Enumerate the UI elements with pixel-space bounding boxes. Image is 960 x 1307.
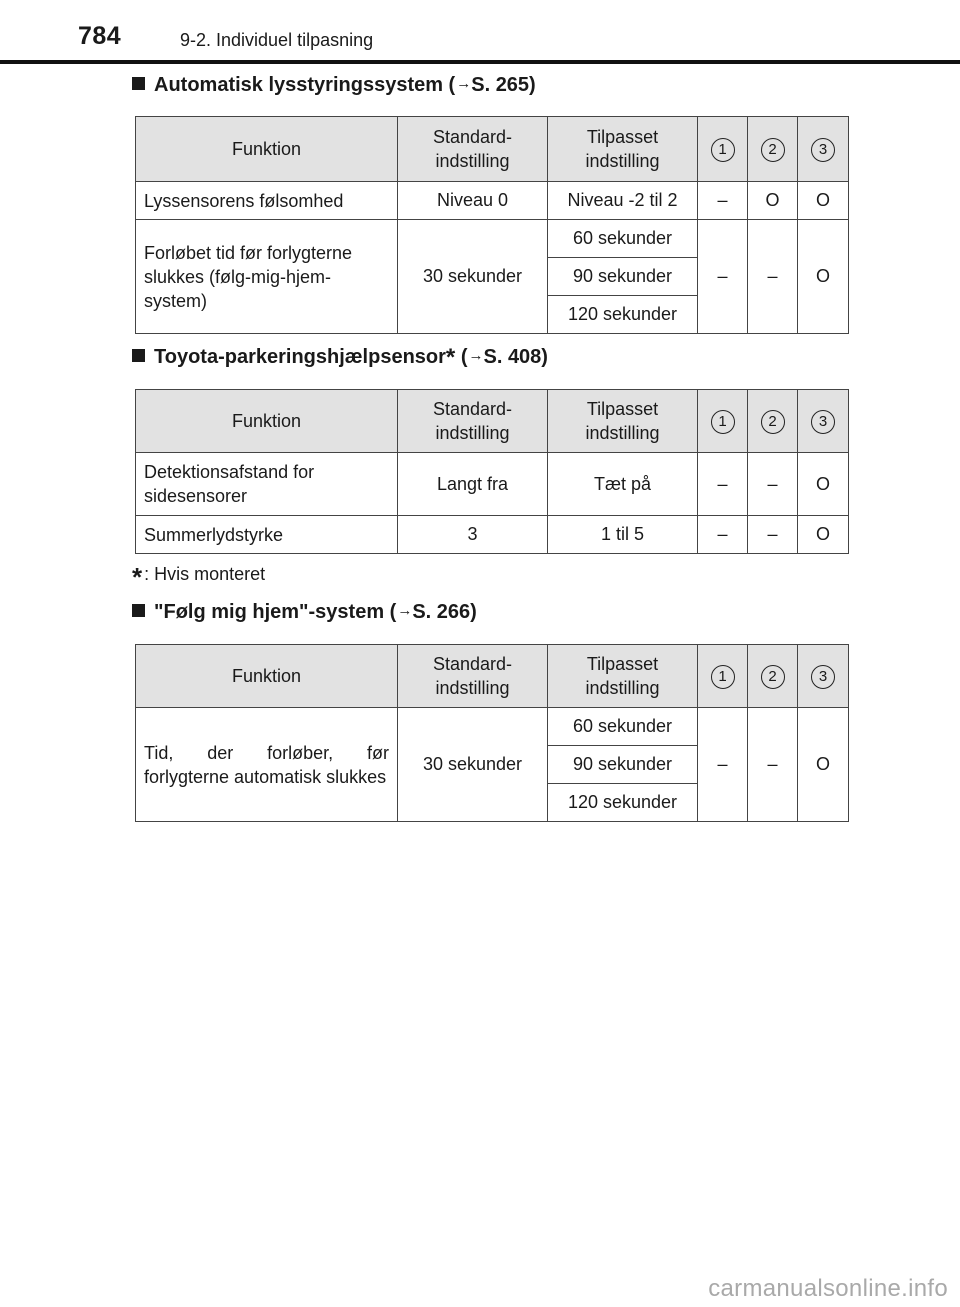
- page-header: [0, 0, 960, 64]
- section-title: 9-2. Individuel tilpasning: [180, 30, 374, 50]
- page-reference: S. 408): [483, 346, 548, 368]
- heading-text: Toyota-parkeringshjælpsensor: [154, 346, 446, 368]
- header-funktion: Funktion: [136, 390, 398, 453]
- header-col-2: [748, 390, 798, 453]
- footnote-text: : Hvis monteret: [144, 564, 266, 584]
- cell-tilpasset: 90 sekunder: [548, 258, 698, 296]
- cell-col-1: –: [698, 453, 748, 516]
- cell-funktion: Lyssensorens følsomhed: [136, 182, 398, 220]
- header-col-1: [698, 390, 748, 453]
- circled-2-icon: 2: [761, 665, 785, 689]
- cell-col-2: –: [748, 220, 798, 334]
- table-header-row: [136, 645, 849, 708]
- header-col-3: [798, 117, 849, 182]
- table-parkeringshjaelp: [135, 389, 849, 554]
- cell-col-3: O: [798, 182, 849, 220]
- cell-tilpasset: 120 sekunder: [548, 296, 698, 334]
- cell-funktion: Forløbet tid før forlygterne slukkes (følg-mig-hjem-system): [136, 220, 398, 334]
- arrow-right-icon: →: [397, 602, 413, 619]
- header-tilpasset: Tilpasset indstilling: [548, 645, 698, 708]
- circled-2-icon: 2: [761, 410, 785, 434]
- circled-1-icon: 1: [711, 138, 735, 162]
- cell-tilpasset: Niveau -2 til 2: [548, 182, 698, 220]
- cell-col-3: O: [798, 453, 849, 516]
- table-row: [136, 182, 849, 220]
- heading-parkeringshjaelp: [132, 346, 548, 369]
- cell-tilpasset: 1 til 5: [548, 516, 698, 554]
- cell-col-3: O: [798, 708, 849, 822]
- header-rule: [0, 60, 960, 64]
- cell-tilpasset: 120 sekunder: [548, 784, 698, 822]
- arrow-right-icon: →: [456, 75, 472, 92]
- circled-2-icon: 2: [761, 138, 785, 162]
- bullet-square-icon: [132, 349, 145, 362]
- asterisk-mark: *: [132, 562, 143, 592]
- heading-lysstyring: [132, 74, 536, 97]
- cell-col-1: –: [698, 516, 748, 554]
- cell-standard: Langt fra: [398, 453, 548, 516]
- cell-tilpasset: 60 sekunder: [548, 708, 698, 746]
- table-foelg-mig-hjem: [135, 644, 849, 822]
- heading-text-paren: (: [455, 346, 468, 368]
- asterisk-mark: *: [445, 344, 456, 371]
- cell-col-1: –: [698, 220, 748, 334]
- circled-3-icon: 3: [811, 410, 835, 434]
- page-reference: S. 266): [412, 601, 477, 623]
- bullet-square-icon: [132, 77, 145, 90]
- circled-1-icon: 1: [711, 410, 735, 434]
- table-header-row: [136, 390, 849, 453]
- cell-standard: 30 sekunder: [398, 220, 548, 334]
- cell-funktion: Tid, der forløber, før forlygterne automatisk slukkes: [136, 708, 398, 822]
- cell-col-1: –: [698, 708, 748, 822]
- cell-col-3: O: [798, 516, 849, 554]
- table-lysstyring: [135, 116, 849, 334]
- cell-col-2: –: [748, 708, 798, 822]
- header-col-2: [748, 117, 798, 182]
- header-tilpasset: Tilpasset indstilling: [548, 117, 698, 182]
- header-funktion: Funktion: [136, 645, 398, 708]
- header-tilpasset: Tilpasset indstilling: [548, 390, 698, 453]
- cell-tilpasset: 60 sekunder: [548, 220, 698, 258]
- header-standard: Standard-indstilling: [398, 390, 548, 453]
- cell-col-3: O: [798, 220, 849, 334]
- cell-standard: Niveau 0: [398, 182, 548, 220]
- page-reference: S. 265): [471, 74, 536, 96]
- cell-tilpasset: Tæt på: [548, 453, 698, 516]
- header-standard: Standard-indstilling: [398, 117, 548, 182]
- circled-1-icon: 1: [711, 665, 735, 689]
- table-row: [136, 516, 849, 554]
- cell-col-1: –: [698, 182, 748, 220]
- page-number: 784: [78, 22, 122, 50]
- cell-tilpasset: 90 sekunder: [548, 746, 698, 784]
- header-col-2: [748, 645, 798, 708]
- cell-col-2: O: [748, 182, 798, 220]
- table-header-row: [136, 117, 849, 182]
- header-col-1: [698, 645, 748, 708]
- bullet-square-icon: [132, 604, 145, 617]
- header-col-1: [698, 117, 748, 182]
- cell-standard: 30 sekunder: [398, 708, 548, 822]
- heading-foelg-mig-hjem: [132, 601, 477, 624]
- header-standard: Standard-indstilling: [398, 645, 548, 708]
- footnote: [132, 562, 265, 593]
- arrow-right-icon: →: [468, 347, 484, 364]
- watermark-link[interactable]: carmanualsonline.info: [708, 1275, 948, 1302]
- heading-text: "Følg mig hjem"-system (: [154, 601, 397, 623]
- header-col-3: [798, 645, 849, 708]
- cell-funktion: Detektionsafstand for sidesensorer: [136, 453, 398, 516]
- heading-text: Automatisk lysstyringssystem (: [154, 74, 456, 96]
- circled-3-icon: 3: [811, 138, 835, 162]
- cell-col-2: –: [748, 516, 798, 554]
- table-row: [136, 220, 849, 258]
- cell-col-2: –: [748, 453, 798, 516]
- table-row: [136, 708, 849, 746]
- circled-3-icon: 3: [811, 665, 835, 689]
- cell-standard: 3: [398, 516, 548, 554]
- table-row: [136, 453, 849, 516]
- header-col-3: [798, 390, 849, 453]
- header-funktion: Funktion: [136, 117, 398, 182]
- cell-funktion: Summerlydstyrke: [136, 516, 398, 554]
